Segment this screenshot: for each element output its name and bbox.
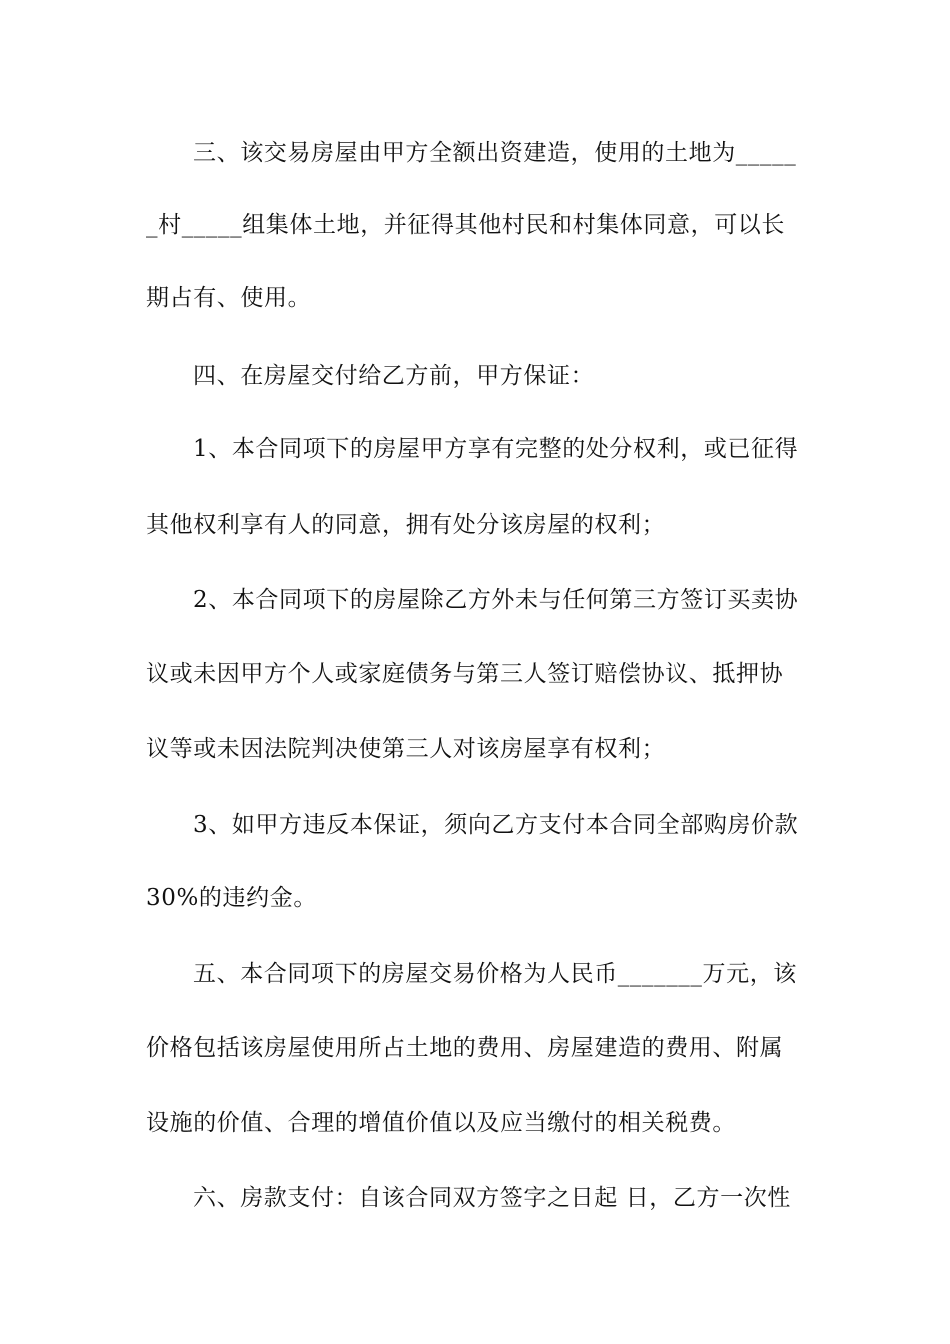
- clause-4-item-3-line-2: 30%的违约金。: [146, 885, 317, 911]
- clause-4-item-1-line-1: 1、本合同项下的房屋甲方享有完整的处分权利，或已征得: [193, 436, 799, 462]
- clause-3-line-3: 期占有、使用。: [146, 285, 312, 311]
- clause-3-line-1: 三、该交易房屋由甲方全额出资建造，使用的土地为_____: [193, 140, 797, 166]
- clause-4-item-2-line-3: 议等或未因法院判决使第三人对该房屋享有权利；: [146, 736, 666, 762]
- clause-3-line-2: _村_____组集体土地，并征得其他村民和村集体同意，可以长: [146, 212, 785, 238]
- clause-6-line-1: 六、房款支付：自该合同双方签字之日起 日，乙方一次性: [193, 1185, 791, 1211]
- clause-4-item-2-line-2: 议或未因甲方个人或家庭债务与第三人签订赔偿协议、抵押协: [146, 661, 784, 687]
- clause-5-line-3: 设施的价值、合理的增值价值以及应当缴付的相关税费。: [146, 1110, 736, 1136]
- clause-5-line-1: 五、本合同项下的房屋交易价格为人民币_______万元，该: [193, 961, 797, 987]
- clause-4-heading: 四、在房屋交付给乙方前，甲方保证：: [193, 363, 595, 389]
- clause-5-line-2: 价格包括该房屋使用所占土地的费用、房屋建造的费用、附属: [146, 1035, 784, 1061]
- clause-4-item-3-line-1: 3、如甲方违反本保证，须向乙方支付本合同全部购房价款: [193, 812, 799, 838]
- clause-4-item-1-line-2: 其他权利享有人的同意，拥有处分该房屋的权利；: [146, 512, 666, 538]
- clause-4-item-2-line-1: 2、本合同项下的房屋除乙方外未与任何第三方签订买卖协: [193, 587, 799, 613]
